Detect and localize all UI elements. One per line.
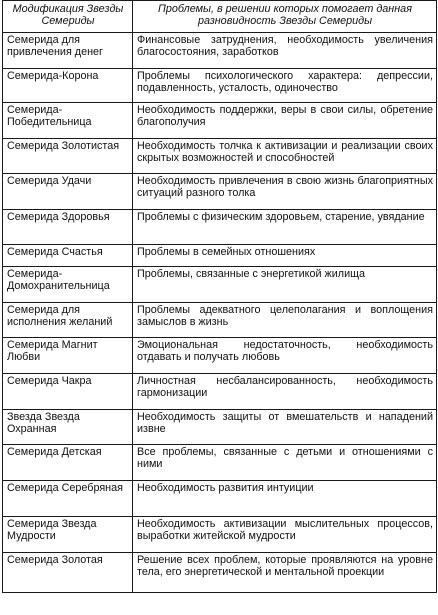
problem-description: Проблемы с физическим здоровьем, старение, увядание <box>133 209 437 244</box>
table-body <box>3 32 437 592</box>
table-row <box>3 138 437 173</box>
problem-description: Необходимость поддержки, веры в свои силы, обретение благополучия <box>133 102 437 138</box>
problem-description: Все проблемы, связанные с детьми и отношениями с ними <box>133 444 437 480</box>
table-row <box>3 266 437 302</box>
modification-name: Семерида Звезда Мудрости <box>3 516 133 552</box>
problem-description: Необходимость толчка к активизации и реализации своих скрытых возможностей и способностей <box>133 138 437 173</box>
modification-name: Семерида Золотистая <box>3 138 133 173</box>
modification-name: Семерида Счастья <box>3 244 133 266</box>
semerida-table <box>2 0 437 593</box>
table-row <box>3 444 437 480</box>
modification-name: Семерида-Корона <box>3 68 133 102</box>
modification-name: Семерида Магнит Любви <box>3 337 133 373</box>
table-row <box>3 409 437 444</box>
table-row <box>3 337 437 373</box>
table-row <box>3 209 437 244</box>
table-row <box>3 552 437 592</box>
problem-description: Необходимость привлечения в свою жизнь благоприятных ситуаций разного толка <box>133 173 437 209</box>
modification-name: Семерида Чакра <box>3 373 133 409</box>
problem-description: Проблемы адекватного целеполагания и воплощения замыслов в жизнь <box>133 302 437 337</box>
problem-description: Эмоциональная недостаточность, необходимость отдавать и получать любовь <box>133 337 437 373</box>
problem-description: Необходимость активизации мыслительных процессов, выработки житейской мудрости <box>133 516 437 552</box>
modification-name: Семерида Золотая <box>3 552 133 592</box>
problem-description: Проблемы в семейных отношениях <box>133 244 437 266</box>
table-row <box>3 68 437 102</box>
table-row <box>3 32 437 68</box>
table-row <box>3 373 437 409</box>
problem-description: Необходимость развития интуиции <box>133 480 437 516</box>
modification-name: Семерида для исполнения желаний <box>3 302 133 337</box>
modification-name: Семерида-Победительница <box>3 102 133 138</box>
modification-name: Семерида Детская <box>3 444 133 480</box>
table-header-row <box>3 1 437 33</box>
header-problems: Проблемы, в решении которых помогает данная разновидность Звезды Семериды <box>133 1 437 33</box>
modification-name: Семерида Удачи <box>3 173 133 209</box>
problem-description: Личностная несбалансированность, необходимость гармонизации <box>133 373 437 409</box>
problem-description: Финансовые затруднения, необходимость увеличения благосостояния, заработков <box>133 32 437 68</box>
problem-description: Проблемы, связанные с энергетикой жилища <box>133 266 437 302</box>
problem-description: Решение всех проблем, которые проявляются на уровне тела, его энергетической и ментальной проекции <box>133 552 437 592</box>
table-row <box>3 302 437 337</box>
table-row <box>3 102 437 138</box>
problem-description: Необходимость защиты от вмешательств и нападений извне <box>133 409 437 444</box>
modification-name: Семерида Серебряная <box>3 480 133 516</box>
problem-description: Проблемы психологического характера: депрессии, подавленность, усталость, одиночество <box>133 68 437 102</box>
table-row <box>3 173 437 209</box>
modification-name: Семерида для привлечения денег <box>3 32 133 68</box>
header-modification: Модификация Звезды Семериды <box>3 1 133 33</box>
modification-name: Семерида Здоровья <box>3 209 133 244</box>
modification-name: Семерида-Домохранительница <box>3 266 133 302</box>
table-row <box>3 480 437 516</box>
table-row <box>3 516 437 552</box>
table-row <box>3 244 437 266</box>
modification-name: Звезда Звезда Охранная <box>3 409 133 444</box>
